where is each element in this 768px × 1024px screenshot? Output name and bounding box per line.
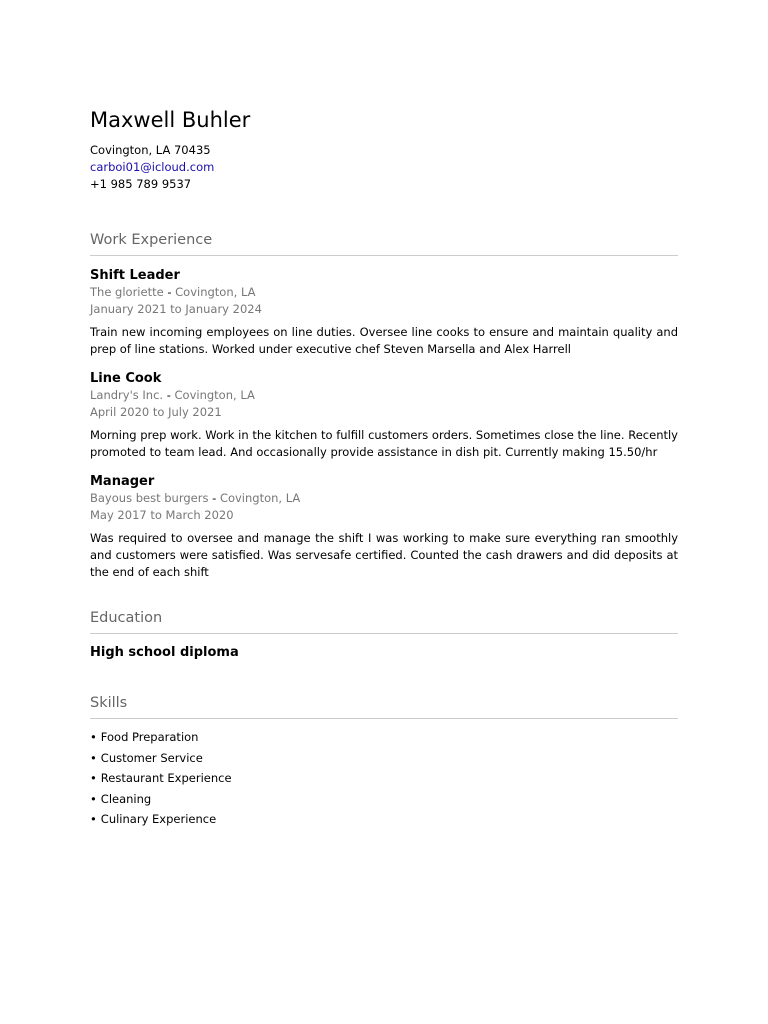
job-location: Covington, LA [174,388,255,402]
skill-label: Restaurant Experience [100,771,232,785]
job-location: Covington, LA [175,285,256,299]
job-company: Landry's Inc. [90,388,164,402]
skill-item [90,809,678,830]
job-description: Train new incoming employees on line duties. Oversee line cooks to ensure and maintain quality and prep of line stations. Worked under executive chef Steven Marsella and Alex Harrell [90,325,678,356]
job-company-location [90,387,678,404]
work-experience-heading: Work Experience [90,230,678,256]
job-separator: - [166,388,171,402]
skills-list [90,727,678,830]
job-dates: May 2017 to March 2020 [90,508,234,522]
job-dates: April 2020 to July 2021 [90,405,222,419]
job-description: Morning prep work. Work in the kitchen to fulfill customers orders. Sometimes close the line. Recently promoted to team lead. And occasionally provide assistance in dish pit. Currently making 15.50/hr [90,428,678,459]
job-dates: January 2021 to January 2024 [90,302,262,316]
candidate-email-link[interactable]: carboi01@icloud.com [90,160,215,174]
bullet-icon: • [90,771,97,785]
degree-title: High school diploma [90,645,239,660]
job-entry [90,370,678,461]
bullet-icon: • [90,730,97,744]
job-title: Shift Leader [90,268,180,283]
job-company-location [90,284,678,301]
resume-content [90,106,678,830]
job-title: Manager [90,474,155,489]
skill-item [90,789,678,810]
candidate-location: Covington, LA 70435 [90,143,211,157]
education-heading: Education [90,608,678,634]
bullet-icon: • [90,812,97,826]
job-separator: - [167,285,172,299]
job-company-location [90,490,678,507]
job-title: Line Cook [90,371,162,386]
job-separator: - [212,491,217,505]
skill-label: Customer Service [100,750,203,765]
bullet-icon: • [90,750,97,765]
skill-item [90,748,678,769]
job-company: Bayous best burgers [90,491,209,505]
job-description: Was required to oversee and manage the shift I was working to make sure everything ran smoothly and customers were satisfied. Was servesafe certified. Counted the cash drawers and did deposits at the end of each shift [90,531,678,579]
skill-label: Culinary Experience [100,812,217,826]
bullet-icon: • [90,791,97,806]
skill-label: Cleaning [100,791,152,806]
job-entry [90,267,678,358]
candidate-phone: +1 985 789 9537 [90,177,192,191]
job-entry [90,473,678,581]
job-company: The gloriette [90,285,164,299]
job-location: Covington, LA [219,491,301,505]
skill-item [90,768,678,789]
skill-label: Food Preparation [100,730,199,744]
skill-item [90,727,678,748]
candidate-name: Maxwell Buhler [90,108,251,132]
skills-heading: Skills [90,693,678,719]
